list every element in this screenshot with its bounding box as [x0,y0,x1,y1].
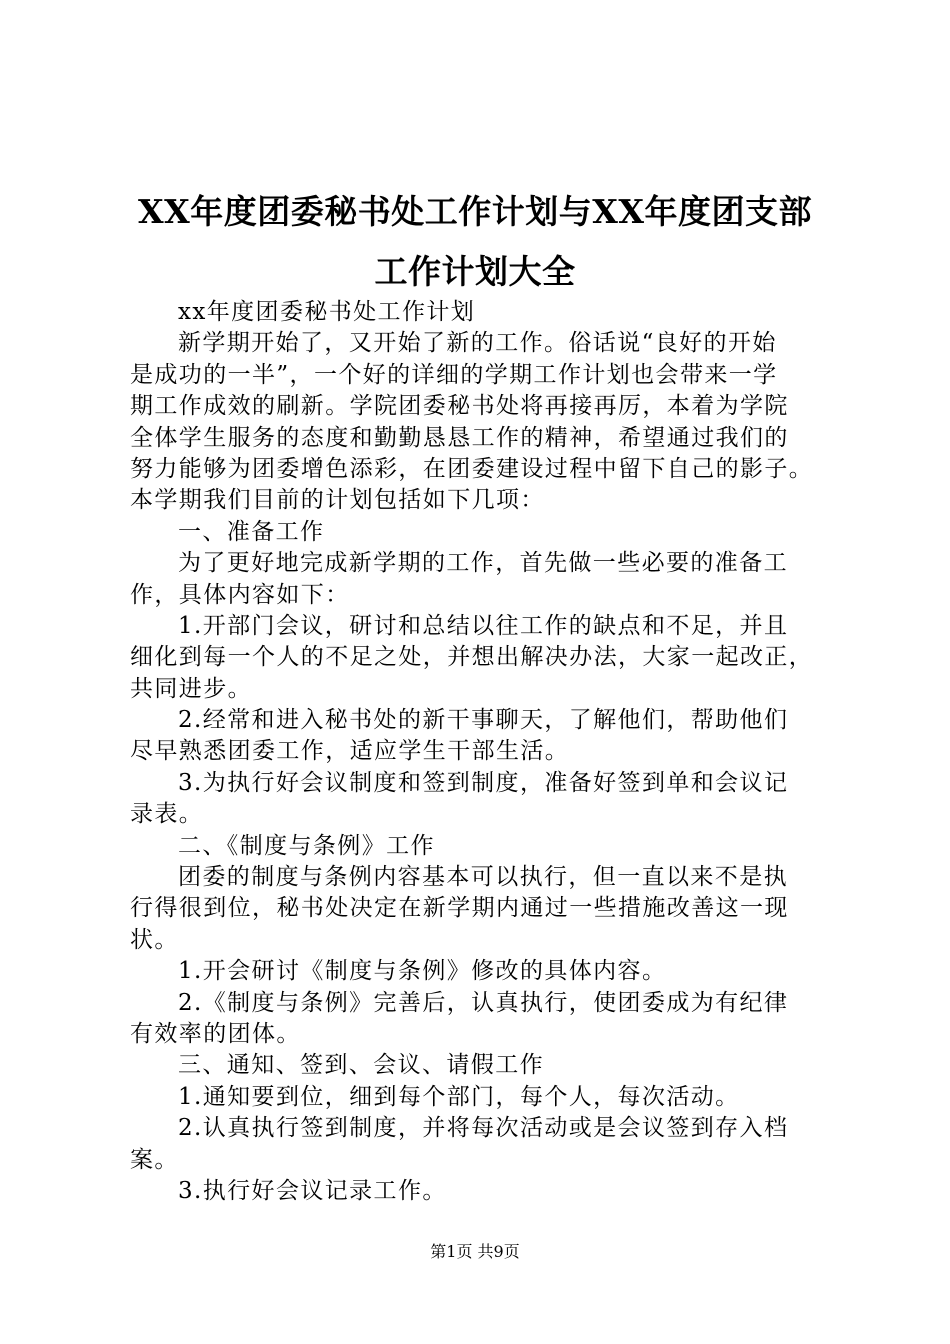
body-line: 细化到每一个人的不足之处，并想出解决办法，大家一起改正， [130,644,814,671]
body-line: 新学期开始了，又开始了新的工作。俗话说“良好的开始 [178,330,777,357]
body-line: 二、《制度与条例》工作 [178,832,435,859]
body-line: 2.经常和进入秘书处的新干事聊天，了解他们，帮助他们 [178,707,789,734]
body-line: 录表。 [130,801,204,828]
body-line: 3.为执行好会议制度和签到制度，准备好签到单和会议记 [178,769,789,796]
body-line: 是成功的一半”，一个好的详细的学期工作计划也会带来一学 [130,361,778,388]
title-line-2: 工作计划大全 [374,252,576,291]
page-footer: 第1页 共9页 [430,1242,520,1261]
body-line: 共同进步。 [130,675,252,702]
body-line: 为了更好地完成新学期的工作，首先做一些必要的准备工 [178,550,788,577]
body-line: 案。 [130,1146,179,1173]
document-title [100,182,850,302]
title-line-1: XX年度团委秘书处工作计划与XX年度团支部 [138,192,812,231]
body-line: 尽早熟悉团委工作，适应学生干部生活。 [130,738,570,765]
body-line: 1.通知要到位，细到每个部门，每个人，每次活动。 [178,1083,740,1110]
body-line: 全体学生服务的态度和勤勤恳恳工作的精神，希望通过我们的 [130,424,789,451]
body-line: 作，具体内容如下： [130,581,350,608]
body-line: 一、准备工作 [178,518,325,545]
body-line: 2.认真执行签到制度，并将每次活动或是会议签到存入档 [178,1115,789,1142]
body-line: 三、通知、签到、会议、请假工作 [178,1052,544,1079]
body-line: 团委的制度与条例内容基本可以执行，但一直以来不是执 [178,864,788,891]
document-body [130,297,855,1207]
body-line: 3.执行好会议记录工作。 [178,1177,447,1204]
body-line: xx年度团委秘书处工作计划 [178,299,476,325]
body-line: 期工作成效的刷新。学院团委秘书处将再接再厉，本着为学院 [130,393,789,420]
body-line: 有效率的团体。 [130,1020,301,1047]
body-line: 本学期我们目前的计划包括如下几项： [130,487,545,514]
body-line: 努力能够为团委增色添彩，在团委建设过程中留下自己的影子。 [130,455,814,482]
body-line: 状。 [130,926,179,953]
body-line: 行得很到位，秘书处决定在新学期内通过一些措施改善这一现 [130,895,789,922]
body-line: 1.开部门会议，研讨和总结以往工作的缺点和不足，并且 [178,612,789,639]
body-line: 2.《制度与条例》完善后，认真执行，使团委成为有纪律 [178,989,789,1016]
body-line: 1.开会研讨《制度与条例》修改的具体内容。 [178,958,667,985]
